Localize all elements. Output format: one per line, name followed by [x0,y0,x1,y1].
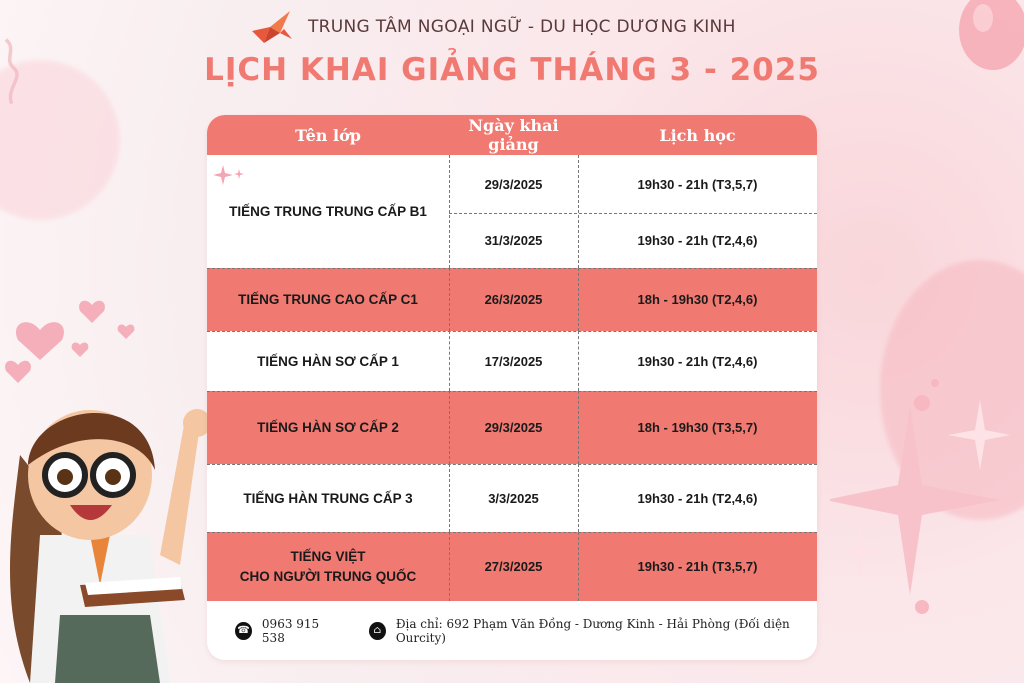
schedule: 18h - 19h30 (T2,4,6) [637,292,758,307]
schedule: 19h30 - 21h (T2,4,6) [637,233,758,248]
class-name: TIẾNG TRUNG TRUNG CẤP B1 [229,204,427,219]
class-name-line: CHO NGƯỜI TRUNG QUỐC [239,568,417,584]
start-date: 31/3/2025 [484,233,543,248]
class-name [207,532,449,601]
heart-icon [0,285,140,395]
class-name-line: TIẾNG VIỆT [290,548,366,564]
class-name: TIẾNG HÀN TRUNG CẤP 3 [243,490,413,506]
class-name: TIẾNG TRUNG CAO CẤP C1 [238,292,418,307]
table-row [207,268,817,331]
class-name: TIẾNG HÀN SƠ CẤP 1 [257,353,399,369]
column-divider [578,532,579,601]
schedule: 18h - 19h30 (T3,5,7) [637,420,758,435]
column-header: Tên lớp [295,125,361,145]
phone-icon: ☎ [235,622,252,640]
organization-name: TRUNG TÂM NGOẠI NGỮ - DU HỌC DƯƠNG KINH [308,17,736,37]
schedule: 19h30 - 21h (T2,4,6) [637,490,758,506]
teacher-illustration [0,385,225,683]
table-header [207,115,817,155]
column-divider [578,268,579,331]
schedule: 19h30 - 21h (T3,5,7) [637,176,758,192]
schedule: 19h30 - 21h (T2,4,6) [637,353,758,369]
column-divider [578,464,579,532]
table-row [207,391,817,464]
table-row [207,464,817,532]
column-divider [578,391,579,464]
schedule-table [207,115,817,660]
start-date: 3/3/2025 [488,490,539,506]
column-divider [449,331,450,391]
column-divider [449,268,450,331]
contact-footer [207,601,817,660]
start-date: 27/3/2025 [484,559,543,574]
sparkle-icon [830,375,1024,625]
crane-logo-icon [250,9,294,45]
start-date: 26/3/2025 [484,292,543,307]
column-divider [449,532,450,601]
schedule: 19h30 - 21h (T3,5,7) [637,559,758,574]
address: Địa chỉ: 692 Phạm Văn Đồng - Dương Kinh - Hải Phòng (Đối diện Ourcity) [395,616,790,645]
table-row [207,532,817,601]
column-divider [449,391,450,464]
start-date: 17/3/2025 [484,353,543,369]
start-date: 29/3/2025 [484,420,543,435]
header [250,14,736,40]
column-divider [449,155,450,268]
column-divider [578,155,579,268]
phone-number: 0963 915 538 [261,616,320,645]
table-row [207,155,817,268]
column-divider [578,331,579,391]
start-date: 29/3/2025 [484,176,543,192]
column-divider [449,464,450,532]
column-header: Ngày khai giảng [468,116,559,154]
home-icon: ⌂ [369,622,386,640]
table-row [207,331,817,391]
page-title: LỊCH KHAI GIẢNG THÁNG 3 - 2025 [204,52,820,88]
column-header: Lịch học [659,125,736,145]
class-name: TIẾNG HÀN SƠ CẤP 2 [257,420,399,435]
